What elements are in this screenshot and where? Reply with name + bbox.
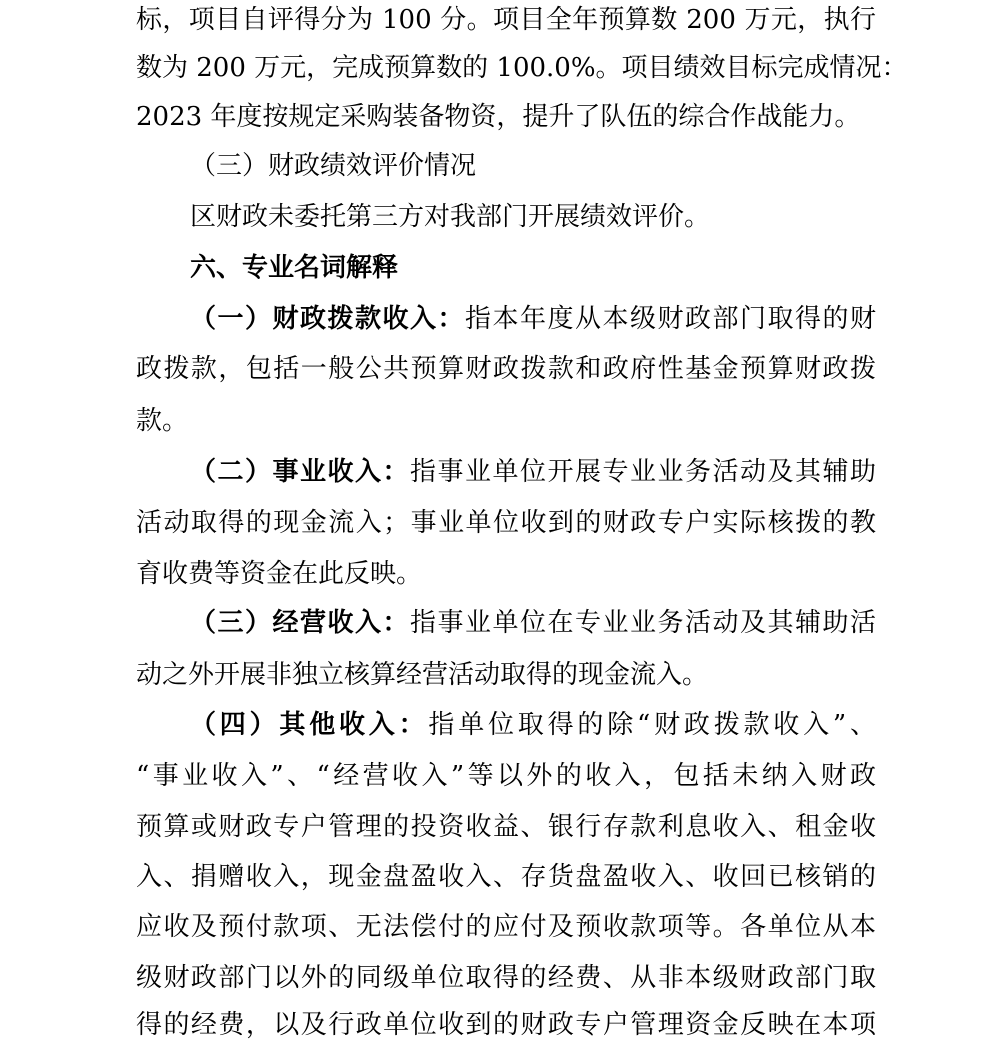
paragraph-line: 入、捐赠收入，现金盘盈收入、存货盘盈收入、收回已核销的 xyxy=(136,862,876,892)
paragraph-line: 预算或财政专户管理的投资收益、银行存款利息收入、租金收 xyxy=(136,812,876,842)
term-label: （一）财政拨款收入： xyxy=(190,304,465,334)
definition-line xyxy=(190,705,876,745)
term-text: 指本年度从本级财政部门取得的财 xyxy=(465,304,876,334)
paragraph-line: 标，项目自评得分为 100 分。项目全年预算数 200 万元，执行 xyxy=(136,5,876,35)
paragraph-line: 动之外开展非独立核算经营活动取得的现金流入。 xyxy=(136,660,709,690)
paragraph-line: 数为 200 万元，完成预算数的 100.0%。项目绩效目标完成情况： xyxy=(136,53,908,83)
paragraph-line: 政拨款，包括一般公共预算财政拨款和政府性基金预算财政拨 xyxy=(136,354,876,384)
paragraph-line: “事业收入”、“经营收入”等以外的收入，包括未纳入财政 xyxy=(136,761,876,791)
paragraph-line: 得的经费，以及行政单位收到的财政专户管理资金反映在本项 xyxy=(136,1010,876,1040)
section-heading: （三）财政绩效评价情况 xyxy=(190,151,477,181)
paragraph-line: 2023 年度按规定采购装备物资，提升了队伍的综合作战能力。 xyxy=(136,102,861,132)
term-label: （二）事业收入： xyxy=(190,457,410,487)
paragraph-line: 款。 xyxy=(136,406,189,436)
chapter-heading: 六、专业名词解释 xyxy=(190,253,399,283)
term-text: 指事业单位在专业业务活动及其辅助活 xyxy=(410,608,876,638)
definition-line xyxy=(190,299,876,339)
paragraph-line: 区财政未委托第三方对我部门开展绩效评价。 xyxy=(190,202,711,232)
term-label: （四）其他收入： xyxy=(190,710,429,740)
paragraph-line: 应收及预付款项、无法偿付的应付及预收款项等。各单位从本 xyxy=(136,912,876,942)
definition-line xyxy=(190,452,876,492)
definition-line xyxy=(190,603,876,643)
paragraph-line: 活动取得的现金流入；事业单位收到的财政专户实际核拨的教 xyxy=(136,508,876,538)
term-label: （三）经营收入： xyxy=(190,608,410,638)
paragraph-line: 级财政部门以外的同级单位取得的经费、从非本级财政部门取 xyxy=(136,963,876,993)
term-text: 指单位取得的除“财政拨款收入”、 xyxy=(428,710,876,740)
term-text: 指事业单位开展专业业务活动及其辅助 xyxy=(410,457,876,487)
paragraph-line: 育收费等资金在此反映。 xyxy=(136,559,423,589)
